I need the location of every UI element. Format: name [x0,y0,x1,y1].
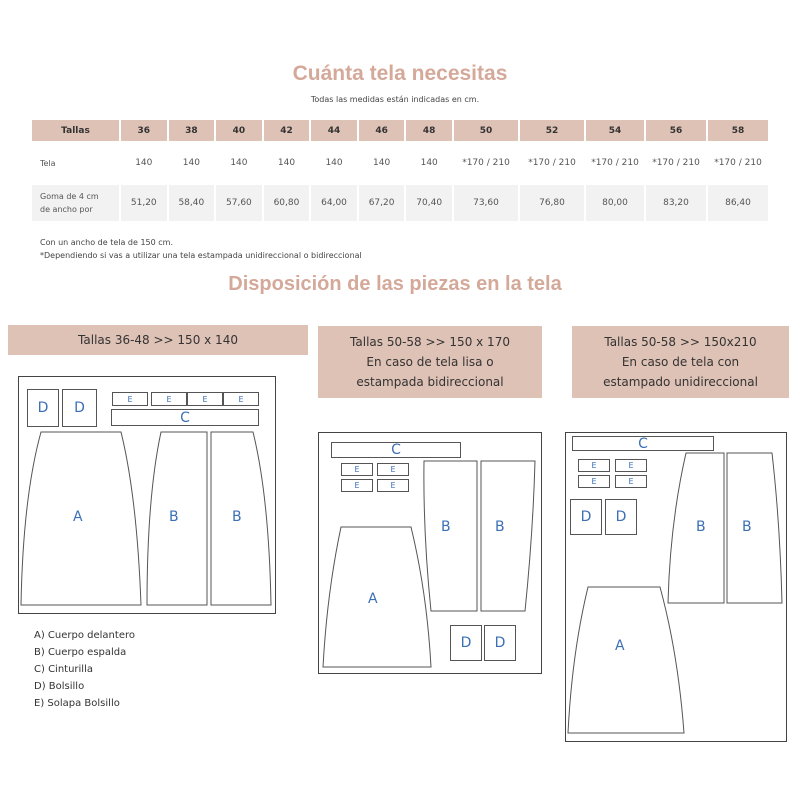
piece-e: E [341,463,373,476]
layout1-fabric [18,376,276,614]
row-label: Tela [32,141,121,182]
section-title: Disposición de las piezas en la tela [228,273,562,295]
layout3-fabric [565,432,787,742]
header-cell: 40 [216,120,264,141]
header-cell: 36 [121,120,169,141]
row-label-line: de ancho por [40,205,93,214]
header-cell: 44 [311,120,359,141]
layout2-fabric [318,432,542,674]
layout2-header-line: Tallas 50-58 >> 150 x 170 [350,335,510,349]
piece-b-label: B [742,519,752,535]
header-cell: 56 [646,120,708,141]
piece-b-label: B [696,519,706,535]
piece-b-label: B [232,509,242,525]
table-cell: 140 [121,141,169,182]
note-print: *Dependiendo si vas a utilizar una tela estampada unidireccional o bidireccional [40,251,362,260]
table-cell: 140 [406,141,454,182]
piece-e: E [112,392,148,406]
piece-d: D [27,389,59,427]
table-cell: 86,40 [708,182,770,221]
table-cell: 57,60 [216,182,264,221]
piece-a-label: A [615,638,625,654]
piece-a-label: A [73,509,83,525]
table-cell: 140 [169,141,217,182]
piece-c: C [572,436,714,451]
header-cell: 50 [454,120,520,141]
pieces-legend [34,627,135,712]
table-cell: 73,60 [454,182,520,221]
piece-b-shape [424,461,477,611]
table-cell: 51,20 [121,182,169,221]
piece-a-shape [568,587,684,733]
table-cell: 140 [264,141,312,182]
table-cell: 140 [216,141,264,182]
piece-d: D [484,625,516,661]
layout2-skirt-pieces [319,433,541,673]
table-row [32,141,770,182]
header-cell: 58 [708,120,770,141]
piece-d: D [605,499,637,535]
layout2-header [318,326,542,398]
piece-e: E [223,392,259,406]
table-cell: *170 / 210 [520,141,586,182]
layout3-header-line: Tallas 50-58 >> 150x210 [604,335,757,349]
table-cell: *170 / 210 [646,141,708,182]
piece-e: E [377,463,409,476]
piece-d: D [62,389,97,427]
table-cell: 58,40 [169,182,217,221]
layout1-header [8,325,308,355]
table-cell: *170 / 210 [586,141,646,182]
header-cell: Tallas [32,120,121,141]
piece-e: E [187,392,223,406]
legend-item: B) Cuerpo espalda [34,647,127,658]
table-cell: 70,40 [406,182,454,221]
layout2-header-line: En caso de tela lisa o [366,355,494,369]
header-cell: 38 [169,120,217,141]
header-cell: 46 [359,120,407,141]
fabric-table [32,120,770,221]
layout3-skirt-pieces [566,433,786,741]
legend-item: E) Solapa Bolsillo [34,698,120,709]
table-cell: 140 [311,141,359,182]
piece-e: E [615,475,647,488]
header-cell: 48 [406,120,454,141]
legend-item: C) Cinturilla [34,664,93,675]
table-cell: *170 / 210 [454,141,520,182]
piece-b-label: B [169,509,179,525]
piece-c: C [331,442,461,458]
piece-b-shape [727,453,782,603]
table-cell: 83,20 [646,182,708,221]
layout3-header-line: estampado unidireccional [603,375,758,389]
piece-a-label: A [368,591,378,607]
row-label-line: Goma de 4 cm [40,192,99,201]
header-cell: 52 [520,120,586,141]
table-cell: 140 [359,141,407,182]
piece-b-shape [481,461,535,611]
page-title: Cuánta tela necesitas [292,62,508,85]
piece-d: D [450,625,482,661]
header-cell: 54 [586,120,646,141]
piece-c: C [111,409,259,426]
layout2-header-line: estampada bidireccional [356,375,504,389]
header-cell: 42 [264,120,312,141]
piece-d: D [570,499,602,535]
legend-item: D) Bolsillo [34,681,85,692]
piece-e: E [377,479,409,492]
table-cell: 76,80 [520,182,586,221]
piece-b-label: B [495,519,505,535]
layout3-header-line: En caso de tela con [621,355,740,369]
note-width: Con un ancho de tela de 150 cm. [40,238,174,247]
table-cell: *170 / 210 [708,141,770,182]
table-cell: 60,80 [264,182,312,221]
piece-e: E [578,459,610,472]
layout3-header [572,326,789,398]
table-row [32,182,770,221]
piece-b-label: B [441,519,451,535]
table-cell: 67,20 [359,182,407,221]
layout1-header-text: Tallas 36-48 >> 150 x 140 [78,333,238,347]
row-label [32,182,121,221]
piece-e: E [615,459,647,472]
legend-item: A) Cuerpo delantero [34,630,135,641]
table-cell: 64,00 [311,182,359,221]
page-subtitle: Todas las medidas están indicadas en cm. [310,95,480,104]
table-header-row [32,120,770,141]
piece-e: E [578,475,610,488]
layout1-skirt-pieces [19,377,275,613]
piece-e: E [151,392,187,406]
piece-e: E [341,479,373,492]
table-cell: 80,00 [586,182,646,221]
